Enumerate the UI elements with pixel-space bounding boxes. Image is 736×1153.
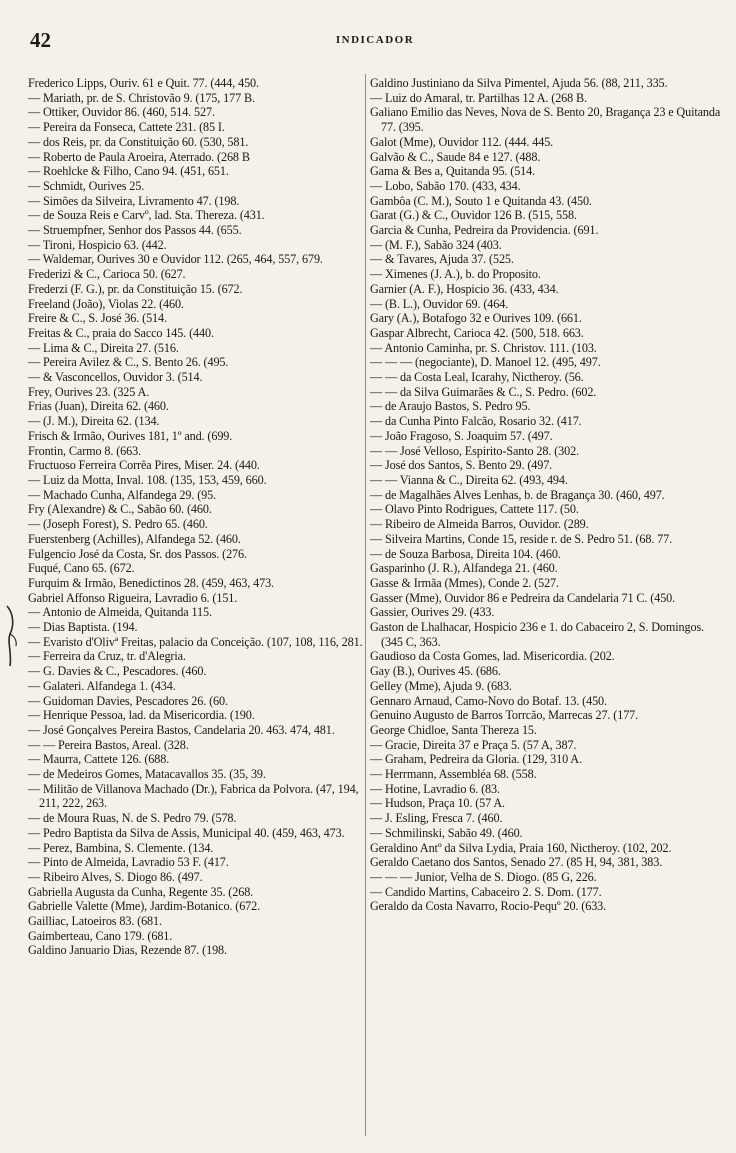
directory-entry: — Lima & C., Direita 27. (516. [28, 340, 179, 355]
directory-entry: Gailliac, Latoeiros 83. (681. [28, 914, 162, 929]
left-column [28, 76, 364, 958]
directory-entry: — Tironi, Hospicio 63. (442. [28, 237, 167, 252]
directory-entry: — Waldemar, Ourives 30 e Ouvidor 112. (265, 464, 557, 679. [28, 252, 323, 267]
directory-entry: — Candido Martins, Cabaceiro 2. S. Dom. (177. [370, 884, 602, 899]
directory-entry: — & Tavares, Ajuda 37. (525. [370, 252, 514, 267]
directory-entry: — de Medeiros Gomes, Matacavallos 35. (35, 39. [28, 767, 266, 782]
directory-entry: — & Vasconcellos, Ouvidor 3. (514. [28, 370, 203, 385]
directory-entry: Gasser (Mme), Ouvidor 86 e Pedreira da Candelaria 71 C. (450. [370, 590, 676, 605]
directory-entry: Geraldino Antº da Silva Lydia, Praia 160, Nictheroy. (102, 202. [370, 840, 672, 855]
directory-entry: — Henrique Pessoa, lad. da Misericordia. (190. [28, 708, 255, 723]
directory-entry: — Roberto de Paula Aroeira, Aterrado. (268 B [28, 149, 250, 164]
directory-entry: — Ximenes (J. A.), b. do Proposito. [370, 267, 541, 282]
directory-entry: — de Moura Ruas, N. de S. Pedro 79. (578. [28, 811, 237, 826]
directory-entry: — Pinto de Almeida, Lavradio 53 F. (417. [28, 855, 229, 870]
page-number: 42 [30, 28, 51, 52]
directory-entry: Galdino Justiniano da Silva Pimentel, Ajuda 56. (88, 211, 335. [370, 76, 668, 90]
directory-entry: — Perez, Bambina, S. Clemente. (134. [28, 840, 214, 855]
directory-entry: — Dias Baptista. (194. [28, 620, 138, 635]
directory-entry: Frontin, Carmo 8. (663. [28, 443, 142, 458]
directory-entry: Gennaro Arnaud, Camo-Novo do Botaf. 13. (450. [370, 693, 607, 708]
directory-entry: — Antonio de Almeida, Quitanda 115. [28, 605, 212, 620]
directory-entry: — — — Junior, Velha de S. Diogo. (85 G, 226. [370, 869, 597, 884]
directory-entry: Gabriella Augusta da Cunha, Regente 35. (268. [28, 884, 254, 899]
directory-entry: — — Vianna & C., Direita 62. (493, 494. [370, 472, 568, 487]
directory-entry: — Luiz da Motta, Inval. 108. (135, 153, 459, 660. [28, 472, 267, 487]
directory-entry: Frias (Juan), Direita 62. (460. [28, 399, 169, 414]
directory-entry: — Olavo Pinto Rodrigues, Cattete 117. (50. [370, 502, 579, 517]
directory-entry: — de Araujo Bastos, S. Pedro 95. [370, 399, 531, 414]
directory-entry: Geraldo da Costa Navarro, Rocio-Pequº 20. (633. [370, 899, 607, 914]
directory-entry: Gasse & Irmãa (Mmes), Conde 2. (527. [370, 575, 559, 590]
directory-entry: — José Gonçalves Pereira Bastos, Candelaria 20. 463. 474, 481. [28, 722, 335, 737]
directory-entry: — J. Esling, Fresca 7. (460. [370, 811, 503, 826]
directory-entry: — — José Velloso, Espirito-Santo 28. (302. [370, 443, 580, 458]
directory-entry: Fulgencio José da Costa, Sr. dos Passos. (276. [28, 546, 247, 561]
directory-entry: Fry (Alexandre) & C., Sabão 60. (460. [28, 502, 212, 517]
directory-entry: — G. Davies & C., Pescadores. (460. [28, 664, 207, 679]
directory-entry: — dos Reis, pr. da Constituição 60. (530, 581. [28, 134, 249, 149]
directory-entry: Gaspar Albrecht, Carioca 42. (500, 518. 663. [370, 325, 584, 340]
directory-entry: — Pedro Baptista da Silva de Assis, Municipal 40. (459, 463, 473. [28, 825, 345, 840]
directory-entry: — Schmidt, Ourives 25. [28, 178, 145, 193]
directory-entry: Garat (G.) & C., Ouvidor 126 B. (515, 558. [370, 208, 577, 223]
directory-entry: — Antonio Caminha, pr. S. Christov. 111. (103. [370, 340, 597, 355]
directory-entry: Gabrielle Valette (Mme), Jardim-Botanico. (672. [28, 899, 261, 914]
directory-entry: Geraldo Caetano dos Santos, Senado 27. (85 H, 94, 381, 383. [370, 855, 663, 870]
directory-entry: George Chidloe, Santa Thereza 15. [370, 722, 537, 737]
directory-entry: — Ottiker, Ouvidor 86. (460, 514. 527. [28, 105, 215, 120]
directory-entry: — Gracie, Direita 37 e Praça 5. (57 A, 387. [370, 737, 577, 752]
directory-entry: Freire & C., S. José 36. (514. [28, 311, 167, 326]
directory-entry: Freeland (João), Violas 22. (460. [28, 296, 184, 311]
directory-entry: — Ribeiro Alves, S. Diogo 86. (497. [28, 869, 203, 884]
directory-entry: Galdino Januario Dias, Rezende 87. (198. [28, 943, 227, 958]
directory-entry: — Pereira Avilez & C., S. Bento 26. (495. [28, 355, 229, 370]
directory-entry: Furquim & Irmão, Benedictinos 28. (459, 463, 473. [28, 575, 274, 590]
directory-entry: Garcia & Cunha, Pedreira da Providencia. (691. [370, 223, 599, 238]
directory-entry: — Struempfner, Senhor dos Passos 44. (655. [28, 223, 242, 238]
directory-entry: — Guidoman Davies, Pescadores 26. (60. [28, 693, 228, 708]
directory-entry: Gaimberteau, Cano 179. (681. [28, 928, 173, 943]
directory-entry: — João Fragoso, S. Joaquim 57. (497. [370, 428, 553, 443]
directory-entry: — Luiz do Amaral, tr. Partilhas 12 A. (268 B. [370, 90, 587, 105]
directory-entry: — — — (negociante), D. Manoel 12. (495, 497. [370, 355, 601, 370]
directory-entry: Fuerstenberg (Achilles), Alfandega 52. (460. [28, 531, 241, 546]
directory-entry: Gelley (Mme), Ajuda 9. (683. [370, 678, 512, 693]
directory-entry: Freitas & C., praia do Sacco 145. (440. [28, 325, 214, 340]
directory-entry: — — da Costa Leal, Icarahy, Nictheroy. (56. [370, 370, 584, 385]
directory-entry: — — Pereira Bastos, Areal. (328. [28, 737, 189, 752]
directory-entry: Galot (Mme), Ouvidor 112. (444. 445. [370, 134, 554, 149]
directory-entry: — de Souza Reis e Carvº, lad. Sta. Thereza. (431. [28, 208, 265, 223]
directory-entry: — Maurra, Cattete 126. (688. [28, 752, 170, 767]
directory-entry: Gasparinho (J. R.), Alfandega 21. (460. [370, 561, 558, 576]
directory-entry: Frey, Ourives 23. (325 A. [28, 384, 150, 399]
directory-entry: — Graham, Pedreira da Gloria. (129, 310 A. [370, 752, 582, 767]
directory-entry: Fructuoso Ferreira Corrêa Pires, Miser. 24. (440. [28, 458, 260, 473]
directory-entry: Genuino Augusto de Barros Torrcão, Marrecas 27. (177. [370, 708, 639, 723]
directory-entry: Gambôa (C. M.), Souto 1 e Quitanda 43. (450. [370, 193, 592, 208]
directory-entry: — (J. M.), Direita 62. (134. [28, 414, 160, 429]
directory-entry: Frederico Lipps, Ouriv. 61 e Quit. 77. (444, 450. [28, 76, 259, 90]
directory-entry: — de Magalhães Alves Lenhas, b. de Bragança 30. (460, 497. [370, 487, 665, 502]
directory-entry: — Ferreira da Cruz, tr. d'Alegria. [28, 649, 186, 664]
running-head: INDICADOR [335, 34, 415, 46]
directory-entry: — Machado Cunha, Alfandega 29. (95. [28, 487, 217, 502]
directory-entry: Gay (B.), Ourives 45. (686. [370, 664, 501, 679]
directory-entry: — — da Silva Guimarães & C., S. Pedro. (602. [370, 384, 597, 399]
column-divider [365, 74, 366, 1136]
directory-entry: — (B. L.), Ouvidor 69. (464. [370, 296, 509, 311]
directory-entry: — Schmilinski, Sabão 49. (460. [370, 825, 523, 840]
directory-entry: Gabriel Affonso Rigueira, Lavradio 6. (151. [28, 590, 238, 605]
directory-entry: — Hudson, Praça 10. (57 A. [370, 796, 505, 811]
directory-entry: Gaudioso da Costa Gomes, lad. Misericordia. (202. [370, 649, 615, 664]
directory-entry: — Lobo, Sabão 170. (433, 434. [370, 178, 521, 193]
directory-entry: — Pereira da Fonseca, Cattete 231. (85 I. [28, 120, 225, 135]
directory-entry: — Evaristo d'Olivª Freitas, palacio da Conceição. (107, 108, 116, 281. [28, 634, 363, 649]
directory-entry: — Roehlcke & Filho, Cano 94. (451, 651. [28, 164, 229, 179]
page-header [30, 28, 720, 54]
directory-entry: — da Cunha Pinto Falcão, Rosario 32. (417. [370, 414, 582, 429]
directory-entry: — Simões da Silveira, Livramento 47. (198. [28, 193, 240, 208]
ink-margin-mark [2, 604, 22, 668]
directory-entry: Fuqué, Cano 65. (672. [28, 561, 135, 576]
directory-entry: Galvão & C., Saude 84 e 127. (488. [370, 149, 541, 164]
directory-entry: — Militão de Villanova Machado (Dr.), Fabrica da Polvora. (47, 194, 211, 222, 263. [28, 781, 359, 811]
directory-entry: — Hotine, Lavradio 6. (83. [370, 781, 500, 796]
directory-entry: — (Joseph Forest), S. Pedro 65. (460. [28, 517, 208, 532]
directory-entry: Frederzi (F. G.), pr. da Constituição 15. (672. [28, 281, 243, 296]
directory-entry: Frederizi & C., Carioca 50. (627. [28, 267, 186, 282]
directory-entry: — de Souza Barbosa, Direita 104. (460. [370, 546, 561, 561]
directory-entry: — José dos Santos, S. Bento 29. (497. [370, 458, 553, 473]
directory-entry: Frisch & Irmão, Ourives 181, 1º and. (699. [28, 428, 233, 443]
directory-entry: — Ribeiro de Almeida Barros, Ouvidor. (289. [370, 517, 589, 532]
right-column [370, 76, 722, 914]
directory-entry: Gaston de Lhalhacar, Hospicio 236 e 1. do Cabaceiro 2, S. Domingos. (345 C, 363. [370, 620, 705, 649]
directory-entry: — (M. F.), Sabão 324 (403. [370, 237, 502, 252]
directory-entry: Garnier (A. F.), Hospicio 36. (433, 434. [370, 281, 559, 296]
directory-entry: Galiano Emilio das Neves, Nova de S. Bento 20, Bragança 23 e Quitanda 77. (395. [370, 105, 721, 135]
directory-entry: Gassier, Ourives 29. (433. [370, 605, 495, 620]
directory-entry: Gama & Bes a, Quitanda 95. (514. [370, 164, 536, 179]
directory-entry: — Mariath, pr. de S. Christovão 9. (175, 177 B. [28, 90, 255, 105]
directory-entry: — Silveira Martins, Conde 15, reside r. de S. Pedro 51. (68. 77. [370, 531, 673, 546]
directory-entry: Gary (A.), Botafogo 32 e Ourives 109. (661. [370, 311, 582, 326]
directory-entry: — Herrmann, Assembléa 68. (558. [370, 767, 537, 782]
directory-entry: — Galateri. Alfandega 1. (434. [28, 678, 176, 693]
